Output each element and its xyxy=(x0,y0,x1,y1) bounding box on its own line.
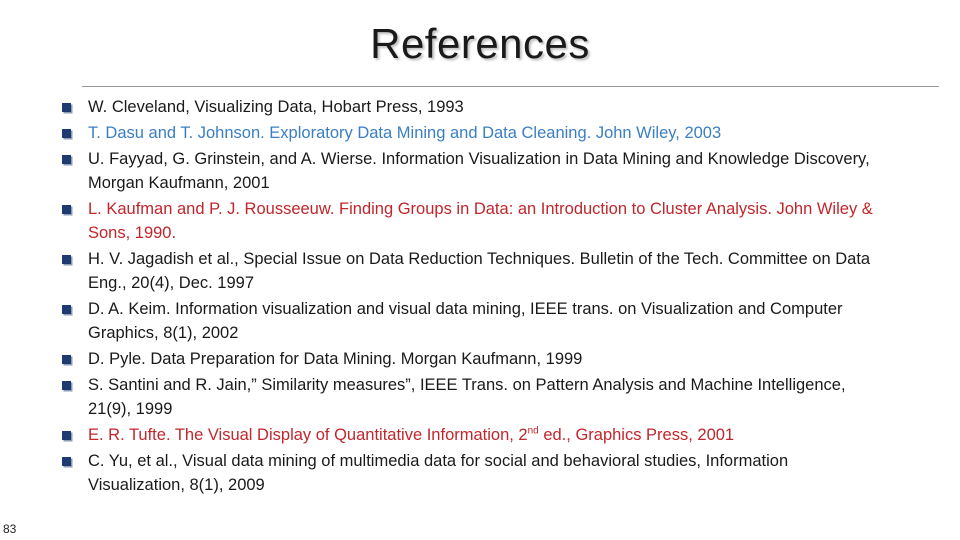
page-number: 83 xyxy=(3,522,17,536)
reference-text: E. R. Tufte. The Visual Display of Quantitative Information, 2 xyxy=(88,426,528,444)
bullet-icon xyxy=(62,155,71,164)
reference-item xyxy=(62,121,882,145)
reference-item xyxy=(62,347,882,371)
bullet-icon xyxy=(62,457,71,466)
reference-item xyxy=(62,95,882,119)
reference-item xyxy=(62,297,882,345)
slide-title: References xyxy=(370,20,590,67)
reference-text: C. Yu, et al., Visual data mining of multimedia data for social and behavioral studies, Information Visualization, 8(1), 2009 xyxy=(88,452,789,494)
bullet-icon xyxy=(62,431,71,440)
reference-text: D. A. Keim. Information visualization and visual data mining, IEEE trans. on Visualization and Computer Graphics, 8(1), 2002 xyxy=(88,300,843,342)
reference-text: U. Fayyad, G. Grinstein, and A. Wierse. Information Visualization in Data Mining and Knowledge Discovery, Morgan Kaufmann, 2001 xyxy=(88,150,870,192)
reference-text: D. Pyle. Data Preparation for Data Mining. Morgan Kaufmann, 1999 xyxy=(88,350,583,368)
reference-text-continued: ed., Graphics Press, 2001 xyxy=(538,426,735,444)
bullet-icon xyxy=(62,129,71,138)
reference-item xyxy=(62,197,882,245)
reference-text: T. Dasu and T. Johnson. Exploratory Data Mining and Data Cleaning. John Wiley, 2003 xyxy=(88,124,722,142)
reference-text: L. Kaufman and P. J. Rousseeuw. Finding Groups in Data: an Introduction to Cluster Analysis. John Wiley & Sons, 1990. xyxy=(88,200,873,242)
reference-text: W. Cleveland, Visualizing Data, Hobart Press, 1993 xyxy=(88,98,464,116)
ordinal-superscript: nd xyxy=(527,425,539,437)
reference-text: S. Santini and R. Jain,” Similarity measures”, IEEE Trans. on Pattern Analysis and Machine Intelligence, 21(9), 1999 xyxy=(88,376,846,418)
reference-text: H. V. Jagadish et al., Special Issue on Data Reduction Techniques. Bulletin of the Tech. Committee on Data Eng., 20(4), Dec. 1997 xyxy=(88,250,871,292)
reference-item xyxy=(62,247,882,295)
bullet-icon xyxy=(62,355,71,364)
bullet-icon xyxy=(62,205,71,214)
bullet-icon xyxy=(62,103,71,112)
reference-item xyxy=(62,147,882,195)
reference-item xyxy=(62,449,882,497)
title-divider xyxy=(82,86,939,87)
bullet-icon xyxy=(62,381,71,390)
reference-item xyxy=(62,423,882,447)
reference-item xyxy=(62,373,882,421)
reference-list xyxy=(62,95,882,499)
bullet-icon xyxy=(62,305,71,314)
bullet-icon xyxy=(62,255,71,264)
